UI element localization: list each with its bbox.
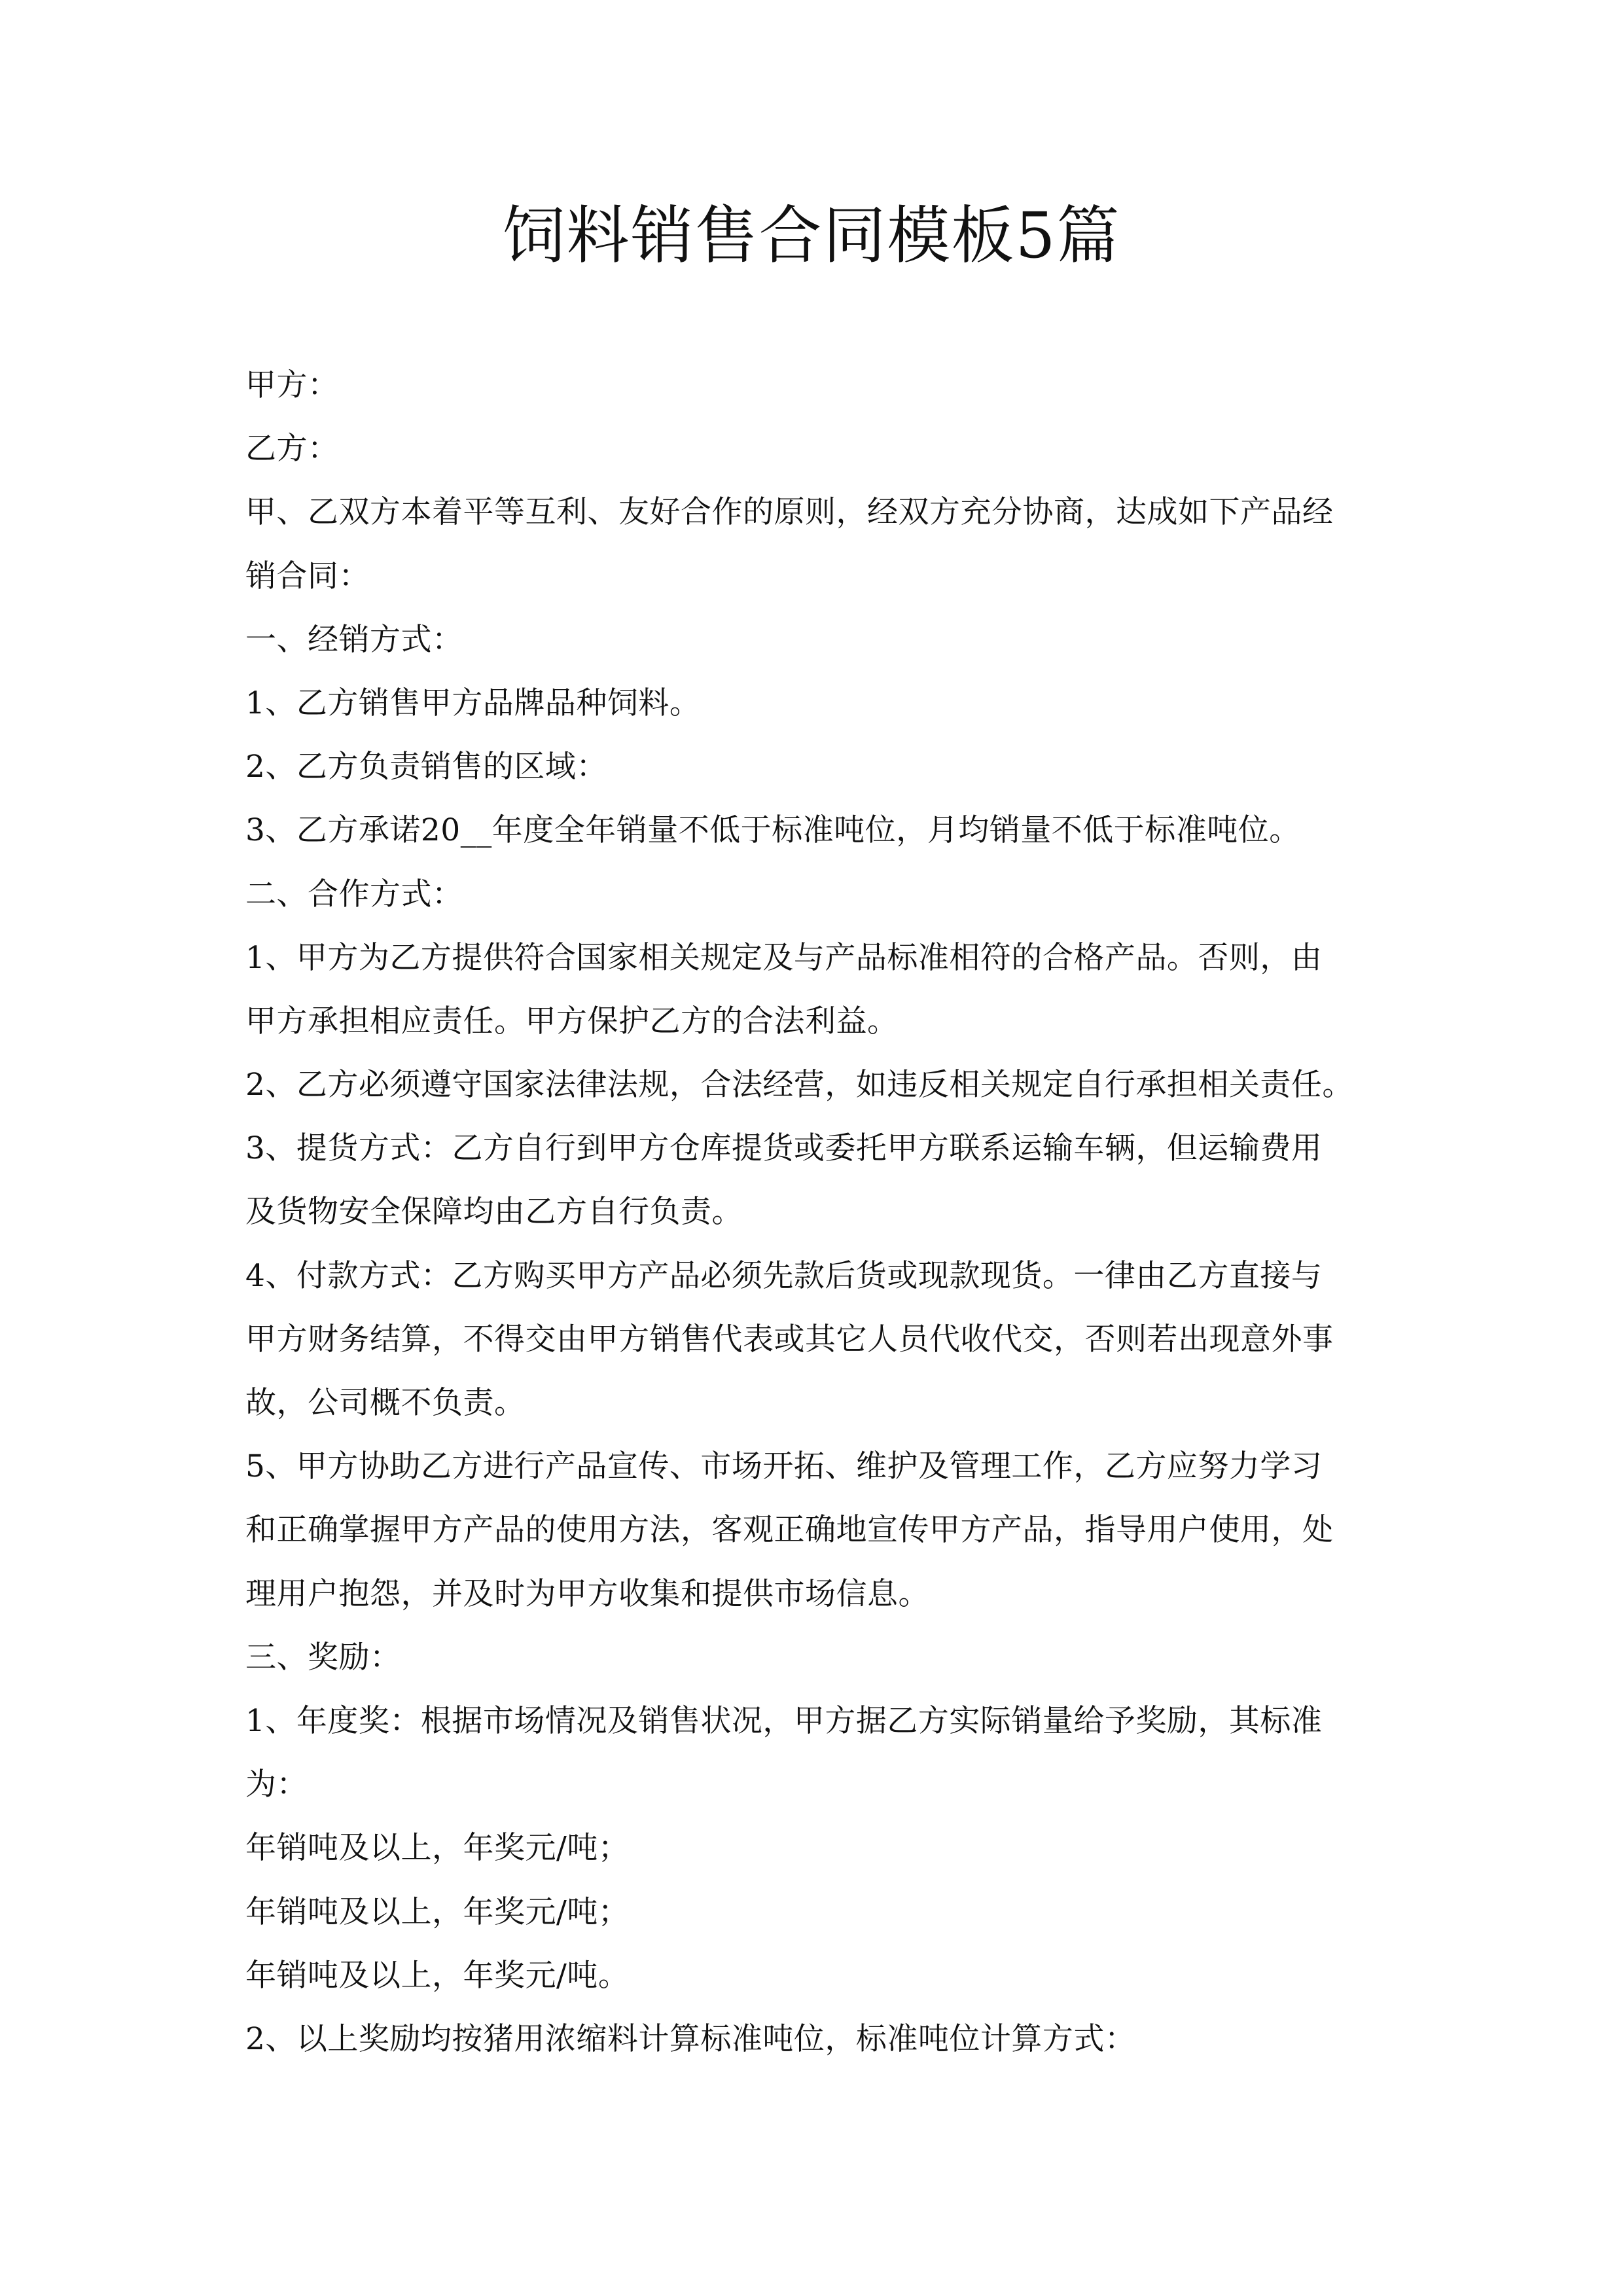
clause-2-4-line-2: 甲方财务结算，不得交由甲方销售代表或其它人员代收代交，否则若出现意外事 [245, 1321, 1334, 1357]
clause-3-1-line-2: 为： [245, 1767, 308, 1803]
preamble-line-2: 销合同： [245, 558, 370, 594]
document-body [245, 353, 1397, 2071]
reward-tier-1: 年销吨及以上，年奖元/吨； [245, 1830, 630, 1867]
clause-1-3: 3、乙方承诺20__年度全年销量不低于标准吨位，月均销量不低于标准吨位。 [245, 812, 1300, 849]
clause-2-2: 2、乙方必须遵守国家法律法规，合法经营，如违反相关规定自行承担相关责任。 [245, 1067, 1353, 1103]
clause-2-3-line-1: 3、提货方式：乙方自行到甲方仓库提货或委托甲方联系运输车辆，但运输费用 [245, 1130, 1323, 1167]
clause-1-2: 2、乙方负责销售的区域： [245, 749, 607, 785]
clause-2-5-line-1: 5、甲方协助乙方进行产品宣传、市场开拓、维护及管理工作，乙方应努力学习 [245, 1448, 1323, 1485]
clause-3-2: 2、以上奖励均按猪用浓缩料计算标准吨位，标准吨位计算方式： [245, 2020, 1136, 2057]
clause-2-1-line-1: 1、甲方为乙方提供符合国家相关规定及与产品标准相符的合格产品。否则，由 [245, 939, 1323, 976]
clause-2-1-line-2: 甲方承担相应责任。甲方保护乙方的合法利益。 [245, 1003, 899, 1039]
document-title: 饲料销售合同模板5篇 [502, 199, 1121, 272]
party-b-line: 乙方： [245, 431, 339, 467]
reward-tier-3: 年销吨及以上，年奖元/吨。 [245, 1957, 630, 1994]
clause-2-4-line-3: 故，公司概不负责。 [245, 1385, 526, 1421]
clause-2-3-line-2: 及货物安全保障均由乙方自行负责。 [245, 1194, 743, 1230]
clause-2-5-line-2: 和正确掌握甲方产品的使用方法，客观正确地宣传甲方产品，指导用户使用，处 [245, 1512, 1334, 1549]
section-heading-cooperation: 二、合作方式： [245, 876, 463, 912]
clause-2-4-line-1: 4、付款方式：乙方购买甲方产品必须先款后货或现款现货。一律由乙方直接与 [245, 1257, 1323, 1294]
clause-1-1: 1、乙方销售甲方品牌品种饲料。 [245, 685, 701, 721]
section-heading-rewards: 三、奖励： [245, 1639, 401, 1676]
party-a-line: 甲方： [245, 367, 339, 403]
reward-tier-2: 年销吨及以上，年奖元/吨； [245, 1893, 630, 1930]
section-heading-distribution: 一、经销方式： [245, 621, 463, 658]
preamble-line-1: 甲、乙双方本着平等互利、友好合作的原则，经双方充分协商，达成如下产品经 [245, 494, 1334, 531]
clause-2-5-line-3: 理用户抱怨，并及时为甲方收集和提供市场信息。 [245, 1575, 929, 1612]
clause-3-1-line-1: 1、年度奖：根据市场情况及销售状况，甲方据乙方实际销量给予奖励，其标准 [245, 1702, 1323, 1739]
